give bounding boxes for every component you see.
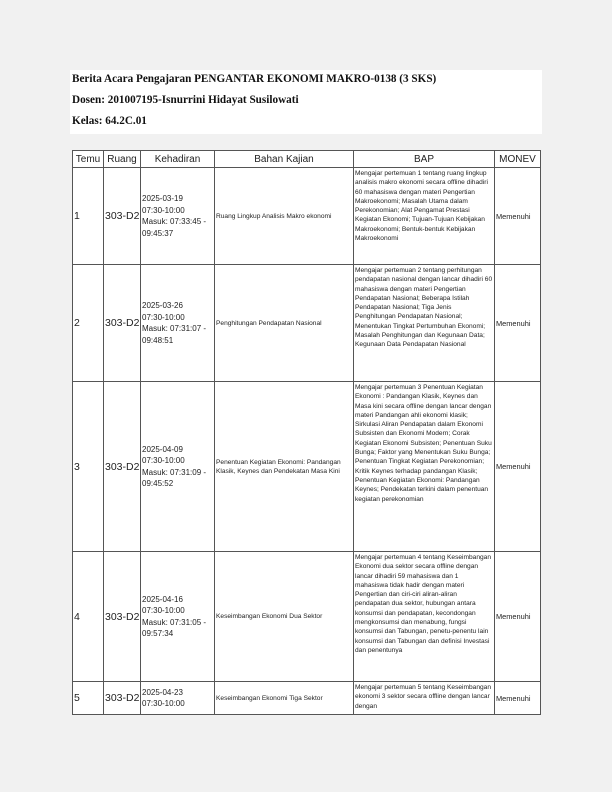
- attendance-schedule: 07:30-10:00: [142, 312, 185, 322]
- column-header-temu: Temu: [73, 151, 104, 168]
- cell-kehadiran: [141, 382, 215, 552]
- table-row: [73, 682, 541, 715]
- cell-temu: 4: [73, 552, 104, 682]
- column-header-bap: BAP: [354, 151, 495, 168]
- report-header: [70, 70, 542, 134]
- column-header-ruang: Ruang: [104, 151, 141, 168]
- attendance-schedule: 07:30-10:00: [142, 205, 185, 215]
- attendance-check-in: Masuk: 07:31:09 - 09:45:52: [142, 467, 207, 488]
- cell-ruang: 303-D2: [104, 552, 141, 682]
- report-title: Berita Acara Pengajaran PENGANTAR EKONOMI MAKRO-0138 (3 SKS): [72, 73, 437, 85]
- cell-bap: Mengajar pertemuan 2 tentang perhitungan pendapatan nasional dengan lancar dihadiri 60 mahasiswa dengan materi Pengertian Pendapatan Nasional; Beberapa Istilah Pendapatan Nasional; Tiga Jenis Penghitungan Pendapatan Nasional; Menentukan Tingkat Pertumbuhan Ekonomi; Masalah Penghitungan dan Kegunaan Data; Kegunaan Data Pendapatan Nasional: [354, 265, 495, 382]
- cell-kehadiran: [141, 265, 215, 382]
- cell-kehadiran: [141, 682, 215, 715]
- cell-temu: 1: [73, 168, 104, 265]
- teaching-report-table: [72, 150, 541, 715]
- column-header-kehadiran: Kehadiran: [141, 151, 215, 168]
- table-header-row: [73, 151, 541, 168]
- cell-temu: 2: [73, 265, 104, 382]
- attendance-check-in: Masuk: 07:33:45 - 09:45:37: [142, 217, 207, 238]
- cell-ruang: 303-D2: [104, 382, 141, 552]
- cell-bahan-kajian: Keseimbangan Ekonomi Dua Sektor: [215, 552, 354, 682]
- cell-temu: 3: [73, 382, 104, 552]
- attendance-date: 2025-04-23: [142, 687, 183, 697]
- table-row: [73, 168, 541, 265]
- cell-ruang: 303-D2: [104, 265, 141, 382]
- attendance-date: 2025-04-09: [142, 444, 183, 454]
- cell-monev: Memenuhi: [495, 682, 541, 715]
- attendance-schedule: 07:30-10:00: [142, 456, 185, 465]
- cell-bap: Mengajar pertemuan 1 tentang ruang lingkup analisis makro ekonomi secara offline dihadiri 60 mahasiswa dengan materi Pengertian Makroekonomi; Masalah Utama dalam Perekonomian; Alat Pengamat Prestasi Kegiatan Ekonomi; Tujuan-Tujuan Kebijakan Makroekonomi; Bentuk-bentuk Kebijakan Makroekonomi: [354, 168, 495, 265]
- cell-ruang: 303-D2: [104, 168, 141, 265]
- column-header-bahan-kajian: Bahan Kajian: [215, 151, 354, 168]
- attendance-schedule: 07:30-10:00: [142, 606, 185, 615]
- cell-monev: Memenuhi: [495, 552, 541, 682]
- class-info: Kelas: 64.2C.01: [72, 115, 147, 127]
- cell-bahan-kajian: Keseimbangan Ekonomi Tiga Sektor: [215, 682, 354, 715]
- attendance-date: 2025-03-19: [142, 194, 183, 203]
- attendance-check-in: Masuk: 07:31:07 - 09:48:51: [142, 324, 207, 345]
- cell-bap: Mengajar pertemuan 4 tentang Keseimbangan Ekonomi dua sektor secara offline dengan lancar dihadiri 59 mahasiswa dan 1 mahasiswa tidak hadir dengan materi Pengertian dan ciri-ciri aliran-aliran pendapatan dua sektor, hubungan antara konsumsi dan pendapatan, kecondongan mengkonsumsi dan menabung, fungsi konsumsi dan Tabungan, penetu-penentu lain konsumsi dan Tabungan dan definisi Investasi dan penentunya: [354, 552, 495, 682]
- cell-bahan-kajian: Penentuan Kegiatan Ekonomi: Pandangan Klasik, Keynes dan Pendekatan Masa Kini: [215, 382, 354, 552]
- cell-monev: Memenuhi: [495, 168, 541, 265]
- cell-bap: Mengajar pertemuan 3 Penentuan Kegiatan Ekonomi : Pandangan Klasik, Keynes dan Masa kini secara offline dengan lancar dengan materi Pandangan ahli ekonomi klasik; Sirkulasi Aliran Pendapatan dalam Ekonomi Subsisten dan Ekonomi Modern; Corak Kegiatan Ekonomi Subsisten; Penentuan Suku Bunga; Faktor yang Menentukan Suku Bunga; Penentuan Tingkat Kegiatan Perekonomian; Kritik Keynes terhadap pandangan Klasik; Penentuan Kegiatan Ekonomi: Pandangan Keynes; Pendekatan terkini dalam penentuan kegiatan perekonomian: [354, 382, 495, 552]
- table-row: [73, 265, 541, 382]
- cell-bahan-kajian: Ruang Lingkup Analisis Makro ekonomi: [215, 168, 354, 265]
- column-header-monev: MONEV: [495, 151, 541, 168]
- attendance-date: 2025-03-26: [142, 301, 183, 310]
- cell-monev: Memenuhi: [495, 382, 541, 552]
- attendance-date: 2025-04-16: [142, 594, 183, 604]
- cell-kehadiran: [141, 552, 215, 682]
- cell-kehadiran: [141, 168, 215, 265]
- cell-monev: Memenuhi: [495, 265, 541, 382]
- cell-temu: 5: [73, 682, 104, 715]
- cell-bap: Mengajar pertemuan 5 tentang Keseimbangan ekonomi 3 sektor secara offline dengan lancar dengan: [354, 682, 495, 715]
- cell-ruang: 303-D2: [104, 682, 141, 715]
- lecturer-info: Dosen: 201007195-Isnurrini Hidayat Susilowati: [72, 94, 299, 106]
- cell-bahan-kajian: Penghitungan Pendapatan Nasional: [215, 265, 354, 382]
- table-row: [73, 382, 541, 552]
- attendance-schedule: 07:30-10:00: [142, 699, 185, 708]
- attendance-check-in: Masuk: 07:31:05 - 09:57:34: [142, 617, 207, 638]
- table-row: [73, 552, 541, 682]
